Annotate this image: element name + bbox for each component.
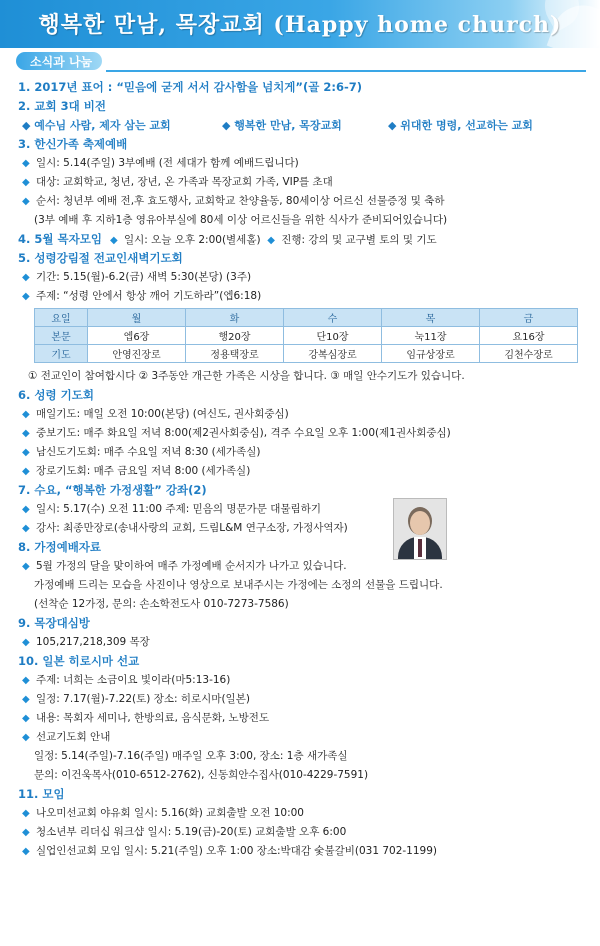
- table-cell: 안영진장로: [88, 345, 186, 363]
- vision-list: [18, 116, 588, 135]
- item-text: 남신도기도회: 매주 수요일 저녁 8:30 (세가족실): [36, 446, 261, 458]
- bullet-icon: ◆: [22, 637, 30, 648]
- section-title: 10. 일본 히로시마 선교: [18, 654, 140, 668]
- list-item: [18, 709, 588, 728]
- item-text: 실업인선교회 모임 일시: 5.21(주일) 오후 1:00 장소:박대감 숯불갈비(031 702-1199): [36, 845, 438, 857]
- item-text: 일시: 5.17(수) 오전 11:00 주제: 믿음의 명문가문 대물림하기: [36, 503, 321, 515]
- list-item: [18, 804, 588, 823]
- vision-item: ◆ 예수님 사람, 제자 삼는 교회: [22, 119, 171, 132]
- item-text: 기간: 5.15(월)-6.2(금) 새벽 5:30(본당) (3주): [36, 271, 252, 283]
- section-inline: [106, 234, 437, 246]
- list-item: [18, 519, 588, 538]
- speaker-photo: [393, 498, 447, 560]
- table-cell: 강복심장로: [284, 345, 382, 363]
- list-item: [18, 173, 588, 192]
- table-cell: 행20장: [186, 327, 284, 345]
- list-item: [18, 192, 588, 211]
- note-text: (선착순 12가정, 문의: 손소학전도사 010-7273-7586): [34, 598, 289, 610]
- list-item: [18, 728, 588, 747]
- section-title-text: 4. 5월 목자모임: [18, 232, 102, 246]
- item-text: 일정: 7.17(월)-7.22(토) 장소: 히로시마(일본): [36, 693, 250, 705]
- list-item: [18, 268, 588, 287]
- bullet-icon: ◆: [22, 177, 30, 188]
- item-text: 강사: 최종만장로(송내사랑의 교회, 드림L&M 연구소장, 가정사역자): [36, 522, 348, 534]
- list-item: [18, 557, 588, 576]
- photo-face: [410, 511, 430, 535]
- note-text: ① 전교인이 참여합시다 ② 3주동안 개근한 가족은 시상을 합니다. ③ 매일 안수기도가 있습니다.: [28, 370, 465, 382]
- table-header-cell: 목: [382, 309, 480, 327]
- item-text: 청소년부 리더십 워크샵 일시: 5.19(금)-20(토) 교회출발 오후 6:00: [36, 826, 347, 838]
- item-text: 중보기도: 매주 화요일 저녁 8:00(제2권사회중심), 격주 수요일 오후 1:00(제1권사회중심): [36, 427, 451, 439]
- note-text: 일정: 5.14(주일)-7.16(주일) 매주일 오후 3:00, 장소: 1층 새가족실: [34, 750, 348, 762]
- item-text: 일시: 오늘 오후 2:00(별세홀): [123, 234, 261, 246]
- section-title: 11. 모임: [18, 787, 65, 801]
- item-text: 대상: 교회학교, 청년, 장년, 온 가족과 목장교회 가족, VIP를 초대: [36, 176, 333, 188]
- bullet-icon: ◆: [22, 158, 30, 169]
- bullet-icon: ◆: [22, 291, 30, 302]
- bullet-icon: ◆: [22, 504, 30, 515]
- list-item: [18, 154, 588, 173]
- item-text: 주제: “성령 안에서 항상 깨어 기도하라”(엡6:18): [36, 290, 262, 302]
- list-item: [18, 462, 588, 481]
- table-header-cell: 월: [88, 309, 186, 327]
- item-text: 나오미선교회 야유회 일시: 5.16(화) 교회출발 오전 10:00: [36, 807, 304, 819]
- list-item: [18, 842, 588, 861]
- item-text: 진행: 강의 및 교구별 토의 및 기도: [281, 234, 437, 246]
- item-text: 105,217,218,309 목장: [36, 636, 150, 648]
- table-header-cell: 수: [284, 309, 382, 327]
- page-title: 행복한 만남, 목장교회 (Happy home church): [38, 12, 562, 38]
- list-item: [18, 671, 588, 690]
- bullet-icon: ◆: [22, 713, 30, 724]
- section-title: 3. 한신가족 축제예배: [18, 137, 128, 151]
- list-item: [18, 443, 588, 462]
- vision-item: ◆ 행복한 만남, 목장교회: [222, 119, 342, 132]
- table-cell: 엡6장: [88, 327, 186, 345]
- bullet-icon: ◆: [22, 447, 30, 458]
- table-cell: 단10장: [284, 327, 382, 345]
- table-cell: 기도: [35, 345, 88, 363]
- list-item: [18, 424, 588, 443]
- vision-item: ◆ 위대한 명령, 선교하는 교회: [388, 119, 533, 132]
- item-text: 장로기도회: 매주 금요일 저녁 8:00 (세가족실): [36, 465, 251, 477]
- item-text: 내용: 목회자 세미나, 한방의료, 음식문화, 노방전도: [36, 712, 270, 724]
- bullet-icon: ◆: [22, 808, 30, 819]
- table-header-row: [35, 309, 578, 327]
- list-item: [18, 405, 588, 424]
- subheader-label: 소식과 나눔: [30, 55, 93, 69]
- table-row: [35, 327, 578, 345]
- table-cell: 본문: [35, 327, 88, 345]
- section-title: 9. 목장대심방: [18, 616, 90, 630]
- divider: [106, 70, 586, 72]
- bullet-icon: ◆: [22, 827, 30, 838]
- table-cell: 정용택장로: [186, 345, 284, 363]
- list-item: [18, 633, 588, 652]
- section-title: [18, 230, 588, 249]
- prayer-schedule-table: [34, 308, 578, 363]
- table-header-cell: 요일: [35, 309, 88, 327]
- list-item: [18, 287, 588, 306]
- section-title: 7. 수요, “행복한 가정생활” 강좌(2): [18, 483, 207, 497]
- bullet-icon: ◆: [22, 523, 30, 534]
- item-text: 일시: 5.14(주일) 3부예배 (전 세대가 함께 예배드립니다): [36, 157, 299, 169]
- subheader: [16, 52, 106, 70]
- list-item: [18, 823, 588, 842]
- bullet-icon: ◆: [22, 561, 30, 572]
- bullet-icon: ◆: [22, 428, 30, 439]
- list-item: [18, 690, 588, 709]
- table-cell: 눅11장: [382, 327, 480, 345]
- bullet-icon: ◆: [22, 272, 30, 283]
- bullet-icon: ◆: [22, 409, 30, 420]
- item-text: 순서: 청년부 예배 전,후 효도행사, 교회학교 찬양율동, 80세이상 어르신 선물증정 및 축하: [36, 195, 445, 207]
- table-cell: 임규상장로: [382, 345, 480, 363]
- bullet-icon: ◆: [22, 732, 30, 743]
- section-title: 5. 성령강림절 전교인새벽기도회: [18, 251, 183, 265]
- table-header-cell: 금: [480, 309, 578, 327]
- note-text: 가정예배 드리는 모습을 사진이나 영상으로 보내주시는 가정에는 소정의 선물을 드립니다.: [34, 579, 443, 591]
- bullet-icon: ◆: [22, 675, 30, 686]
- item-text: 선교기도회 안내: [36, 731, 111, 743]
- section-title: 2. 교회 3대 비전: [18, 99, 106, 113]
- note-text: 문의: 이건욱목사(010-6512-2762), 신동희안수집사(010-4229-7591): [34, 769, 369, 781]
- item-text: 5월 가정의 달을 맞이하여 매주 가정예배 순서지가 나가고 있습니다.: [36, 560, 347, 572]
- section-title: 8. 가정예배자료: [18, 540, 102, 554]
- bullet-icon: ◆: [22, 694, 30, 705]
- bullet-icon: ◆: [22, 466, 30, 477]
- table-row: [35, 345, 578, 363]
- table-cell: 요16장: [480, 327, 578, 345]
- table-cell: 김천수장로: [480, 345, 578, 363]
- bullet-icon: ◆: [22, 846, 30, 857]
- section-title: 1. 2017년 표어 : “믿음에 굳게 서서 감사함을 넘치게”(골 2:6-7): [18, 80, 362, 94]
- table-header-cell: 화: [186, 309, 284, 327]
- bullet-icon: ◆: [22, 196, 30, 207]
- item-text: 주제: 너희는 소금이요 빛이라(마5:13-16): [36, 674, 231, 686]
- note-text: (3부 예배 후 지하1층 영유아부실에 80세 이상 어르신들을 위한 식사가 준비되어있습니다): [34, 214, 448, 226]
- announcements: [18, 78, 588, 861]
- bullet-icon: ◆: [267, 235, 275, 246]
- section-title: 6. 성령 기도회: [18, 388, 94, 402]
- photo-tie: [418, 539, 422, 557]
- item-text: 매일기도: 매일 오전 10:00(본당) (여신도, 권사회중심): [36, 408, 289, 420]
- list-item: [18, 500, 588, 519]
- header-banner: [0, 0, 600, 48]
- bullet-icon: ◆: [109, 235, 118, 246]
